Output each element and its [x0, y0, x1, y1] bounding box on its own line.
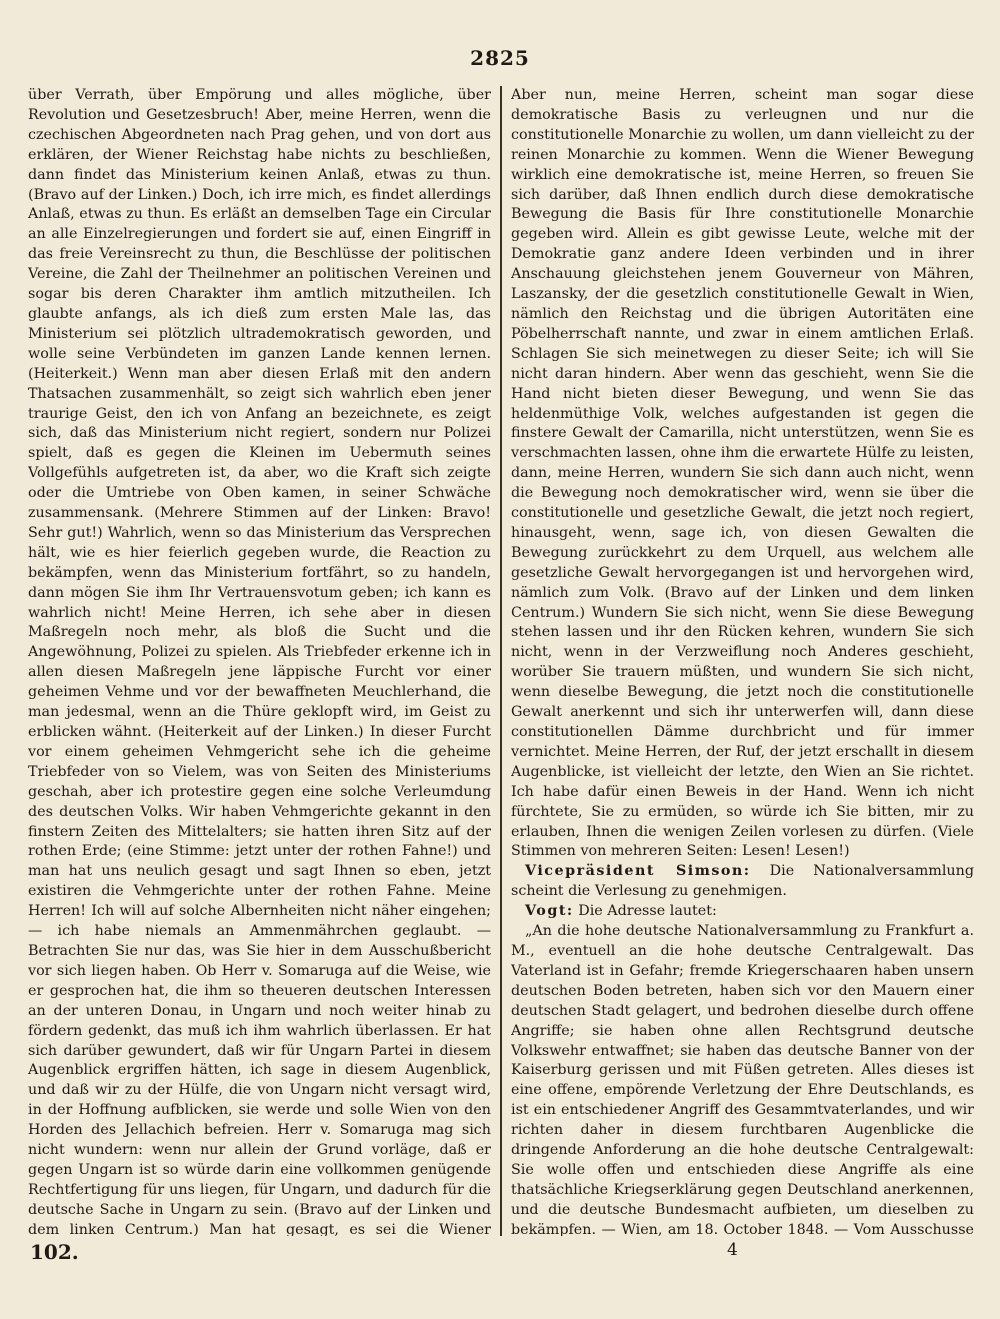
- right-paragraph-1: Aber nun, meine Herren, scheint man sogar diese demokratische Basis zu verleugnen und nur die constitutionelle Monarchie zu wollen, um dann vielleicht zu der reinen Monarchie zu kommen. Wenn die Wiener Bewegung wirklich eine demokratische ist, meine Herren, so freuen Sie sich darüber, daß Ihnen endlich durch diese demokratische Bewegung die Basis für Ihre constitutionelle Monarchie gegeben wird. Allein es gibt gewisse Leute, welche mit der Demokratie ganz andere Ideen verbinden und in ihrer Anschauung gleichstehen jenem Gouverneur von Mähren, Laszansky, der die gesetzlich constitutionelle Gewalt in Wien, nämlich den Reichstag und die übrigen Autoritäten eine Pöbelherrschaft nannte, und zwar in einem amtlichen Erlaß. Schlagen Sie sich meinetwegen zu dieser Seite; ich will Sie nicht daran hindern. Aber wenn das geschieht, wenn Sie die Hand nicht bieten dieser Bewegung, und wenn Sie das heldenmüthige Volk, welches aufgestanden ist gegen die finstere Gewalt der Camarilla, nicht unterstützen, wenn Sie es verschmachten lassen, ohne ihm die erwartete Hülfe zu leisten, dann, meine Herren, wundern Sie sich dann auch nicht, wenn die Bewegung noch demokratischer wird, wenn sie über die constitutionelle und gesetzliche Gewalt, die jetzt noch regiert, hinausgeht, wenn, sage ich, von diesen Gewalten die Bewegung zurückkehrt zu dem Urquell, aus welchem alle gesetzliche Gewalt hervorgegangen ist und hervorgehen wird, nämlich zum Volk. (Bravo auf der Linken und dem linken Centrum.) Wundern Sie sich nicht, wenn Sie diese Bewegung stehen lassen und ihr den Rücken kehren, wundern Sie sich nicht, wenn in der Verzweiflung noch Anderes geschieht, worüber Sie trauern müßten, und wundern Sie sich nicht, wenn dieselbe Bewegung, die jetzt noch die constitutionelle Gewalt anerkennt und sich ihr unterwerfen will, dann diese constitutionellen Dämme durchbricht und für immer vernichtet. Meine Herren, der Ruf, der jetzt erschallt in diesem Augenblicke, ist vielleicht der letzte, den Wien an Sie richtet. Ich habe dafür einen Beweis in der Hand. Wenn ich nicht fürchtete, Sie zu ermüden, so würde ich Sie bitten, mir zu erlauben, Ihnen die wenigen Zeilen vorlesen zu dürfen. (Viele Stimmen von mehreren Seiten: Lesen! Lesen!): [511, 87, 974, 860]
- speaker-simson: Vicepräsident Simson:: [525, 863, 751, 880]
- page-number: 2825: [470, 46, 530, 70]
- right-column: [511, 86, 974, 1236]
- speech-vogt: [511, 902, 974, 922]
- left-paragraph: über Verrath, über Empörung und alles mögliche, über Revolution und Gesetzesbruch! Aber, meine Herren, wenn die czechischen Abgeordneten nach Prag gehen, und von dort aus erklären, der Wiener Reichstag habe nichts zu beschließen, dann findet das Ministerium keinen Anlaß, etwas zu thun. (Bravo auf der Linken.) Doch, ich irre mich, es findet allerdings Anlaß, etwas zu thun. Es erläßt an demselben Tage ein Circular an alle Einzelregierungen und fordert sie auf, einen Eingriff in das freie Vereinsrecht zu thun, die Beschlüsse der politischen Vereine, die Zahl der Theilnehmer an politischen Vereinen und sogar bis deren Charakter ihm amtlich mitzutheilen. Ich glaubte anfangs, als ich dieß zum ersten Male las, das Ministerium sei plötzlich ultrademokratisch geworden, und wolle seine Verbündeten im ganzen Lande kennen lernen. (Heiterkeit.) Wenn man aber diesen Erlaß mit den andern Thatsachen zusammenhält, so zeigt sich wahrlich eben jener traurige Geist, den ich von Anfang an bezeichnete, es zeigt sich, daß das Ministerium nicht regiert, sondern nur Polizei spielt, daß es gegen die Kleinen im Uebermuth seines Vollgefühls aufgetreten ist, da aber, wo die Kraft sich zeigte oder die Umtriebe von Oben kamen, in seiner Schwäche zusammensank. (Mehrere Stimmen auf der Linken: Bravo! Sehr gut!) Wahrlich, wenn so das Ministerium das Versprechen hält, wie es hier feierlich gegeben wurde, die Reaction zu bekämpfen, wenn das Ministerium fortfährt, so zu handeln, dann mögen Sie ihm Ihr Vertrauensvotum geben; ich kann es wahrlich nicht! Meine Herren, ich sehe aber in diesen Maßregeln noch mehr, als bloß die Sucht und die Angewöhnung, Polizei zu spielen. Als Triebfeder erkenne ich in allen diesen Maßregeln jene läppische Furcht vor einer geheimen Vehme und vor der bewaffneten Meuchlerhand, die man jedesmal, wenn an die Thüre geklopft wird, im Geist zu erblicken wähnt. (Heiterkeit auf der Linken.) In dieser Furcht vor einem geheimen Vehmgericht sehe ich die geheime Triebfeder von so Vielem, was von Seiten des Ministeriums geschah, aber ich protestire gegen eine solche Verleumdung des deutschen Volks. Wir haben Vehmgerichte gekannt in den finstern Zeiten des Mittelalters; sie hatten ihren Sitz auf der rothen Erde; (eine Stimme: jetzt unter der rothen Fahne!) und man hat uns neulich gesagt und sagt Ihnen so eben, jetzt existiren die Vehmgerichte unter der rothen Fahne. Meine Herren! Ich will auf solche Albernheiten nicht näher eingehen; — ich habe niemals an Ammenmährchen geglaubt. — Betrachten Sie nur das, was Sie hier in dem Ausschußbericht vor sich liegen haben. Ob Herr v. Somaruga auf die Weise, wie er gesprochen hat, die ihm so theueren deutschen Interessen an der unteren Donau, in Ungarn und noch weiter hinab zu fördern gedenkt, das muß ich ihm wahrlich überlassen. Er hat sich darüber gewundert, daß wir für Ungarn Partei in diesem Augenblick ergriffen hätten, ich sage in diesem Augenblick, und daß wir zu der Hülfe, die von Ungarn nicht versagt wird, in der Hoffnung aufblicken, sie werde und solle Wien von den Horden des Jellachich befreien. Herr v. Somaruga mag sich nicht wundern: wenn nur allein der Grund vorläge, daß er gegen Ungarn ist so würde darin eine vollkommen genügende Rechtfertigung für uns liegen, für Ungarn, und dadurch für die deutsche Sache in Ungarn zu sein. (Bravo auf der Linken und dem linken Centrum.) Man hat gesagt, es sei die Wiener: [28, 87, 491, 1236]
- speech-simson: [511, 862, 974, 902]
- speaker-vogt: Vogt:: [525, 903, 574, 920]
- left-column: [28, 86, 491, 1236]
- speech-vogt-text: Die Adresse lautet:: [578, 903, 717, 920]
- address-quote: „An die hohe deutsche Nationalversammlung zu Frankfurt a. M., eventuell an die hohe deutsche Centralgewalt. Das Vaterland ist in Gefahr; fremde Kriegerschaaren haben unsern deutschen Boden betreten, haben sich vor den Mauern einer deutschen Stadt gelagert, und bedrohen dieselbe durch offene Angriffe; sie haben ohne allen Rechtsgrund deutsche Volkswehr entwaffnet; sie haben das deutsche Banner von der Kaiserburg gerissen und mit Füßen getreten. Alles dieses ist eine offene, empörende Verletzung der Ehre Deutschlands, es ist ein entschiedener Angriff des Gesammtvaterlandes, und wir richten daher in diesem furchtbaren Augenblicke die dringende Anforderung an die hohe deutsche Centralgewalt: Sie wolle offen und entschieden diese Angriffe als eine thatsächliche Kriegserklärung gegen Deutschland anerkennen, und die deutsche Bundesmacht aufbieten, um dieselben zu bekämpfen. — Wien, am 18. October 1848. — Vom Ausschusse: [511, 923, 974, 1236]
- speech-simson-text: Die Nationalversammlung scheint die Verlesung zu genehmigen.: [511, 863, 974, 900]
- sheet-number: 4: [727, 1240, 738, 1260]
- column-divider: [500, 86, 502, 1236]
- text-columns: [28, 86, 974, 1236]
- sheet-signature: 102.: [30, 1240, 79, 1264]
